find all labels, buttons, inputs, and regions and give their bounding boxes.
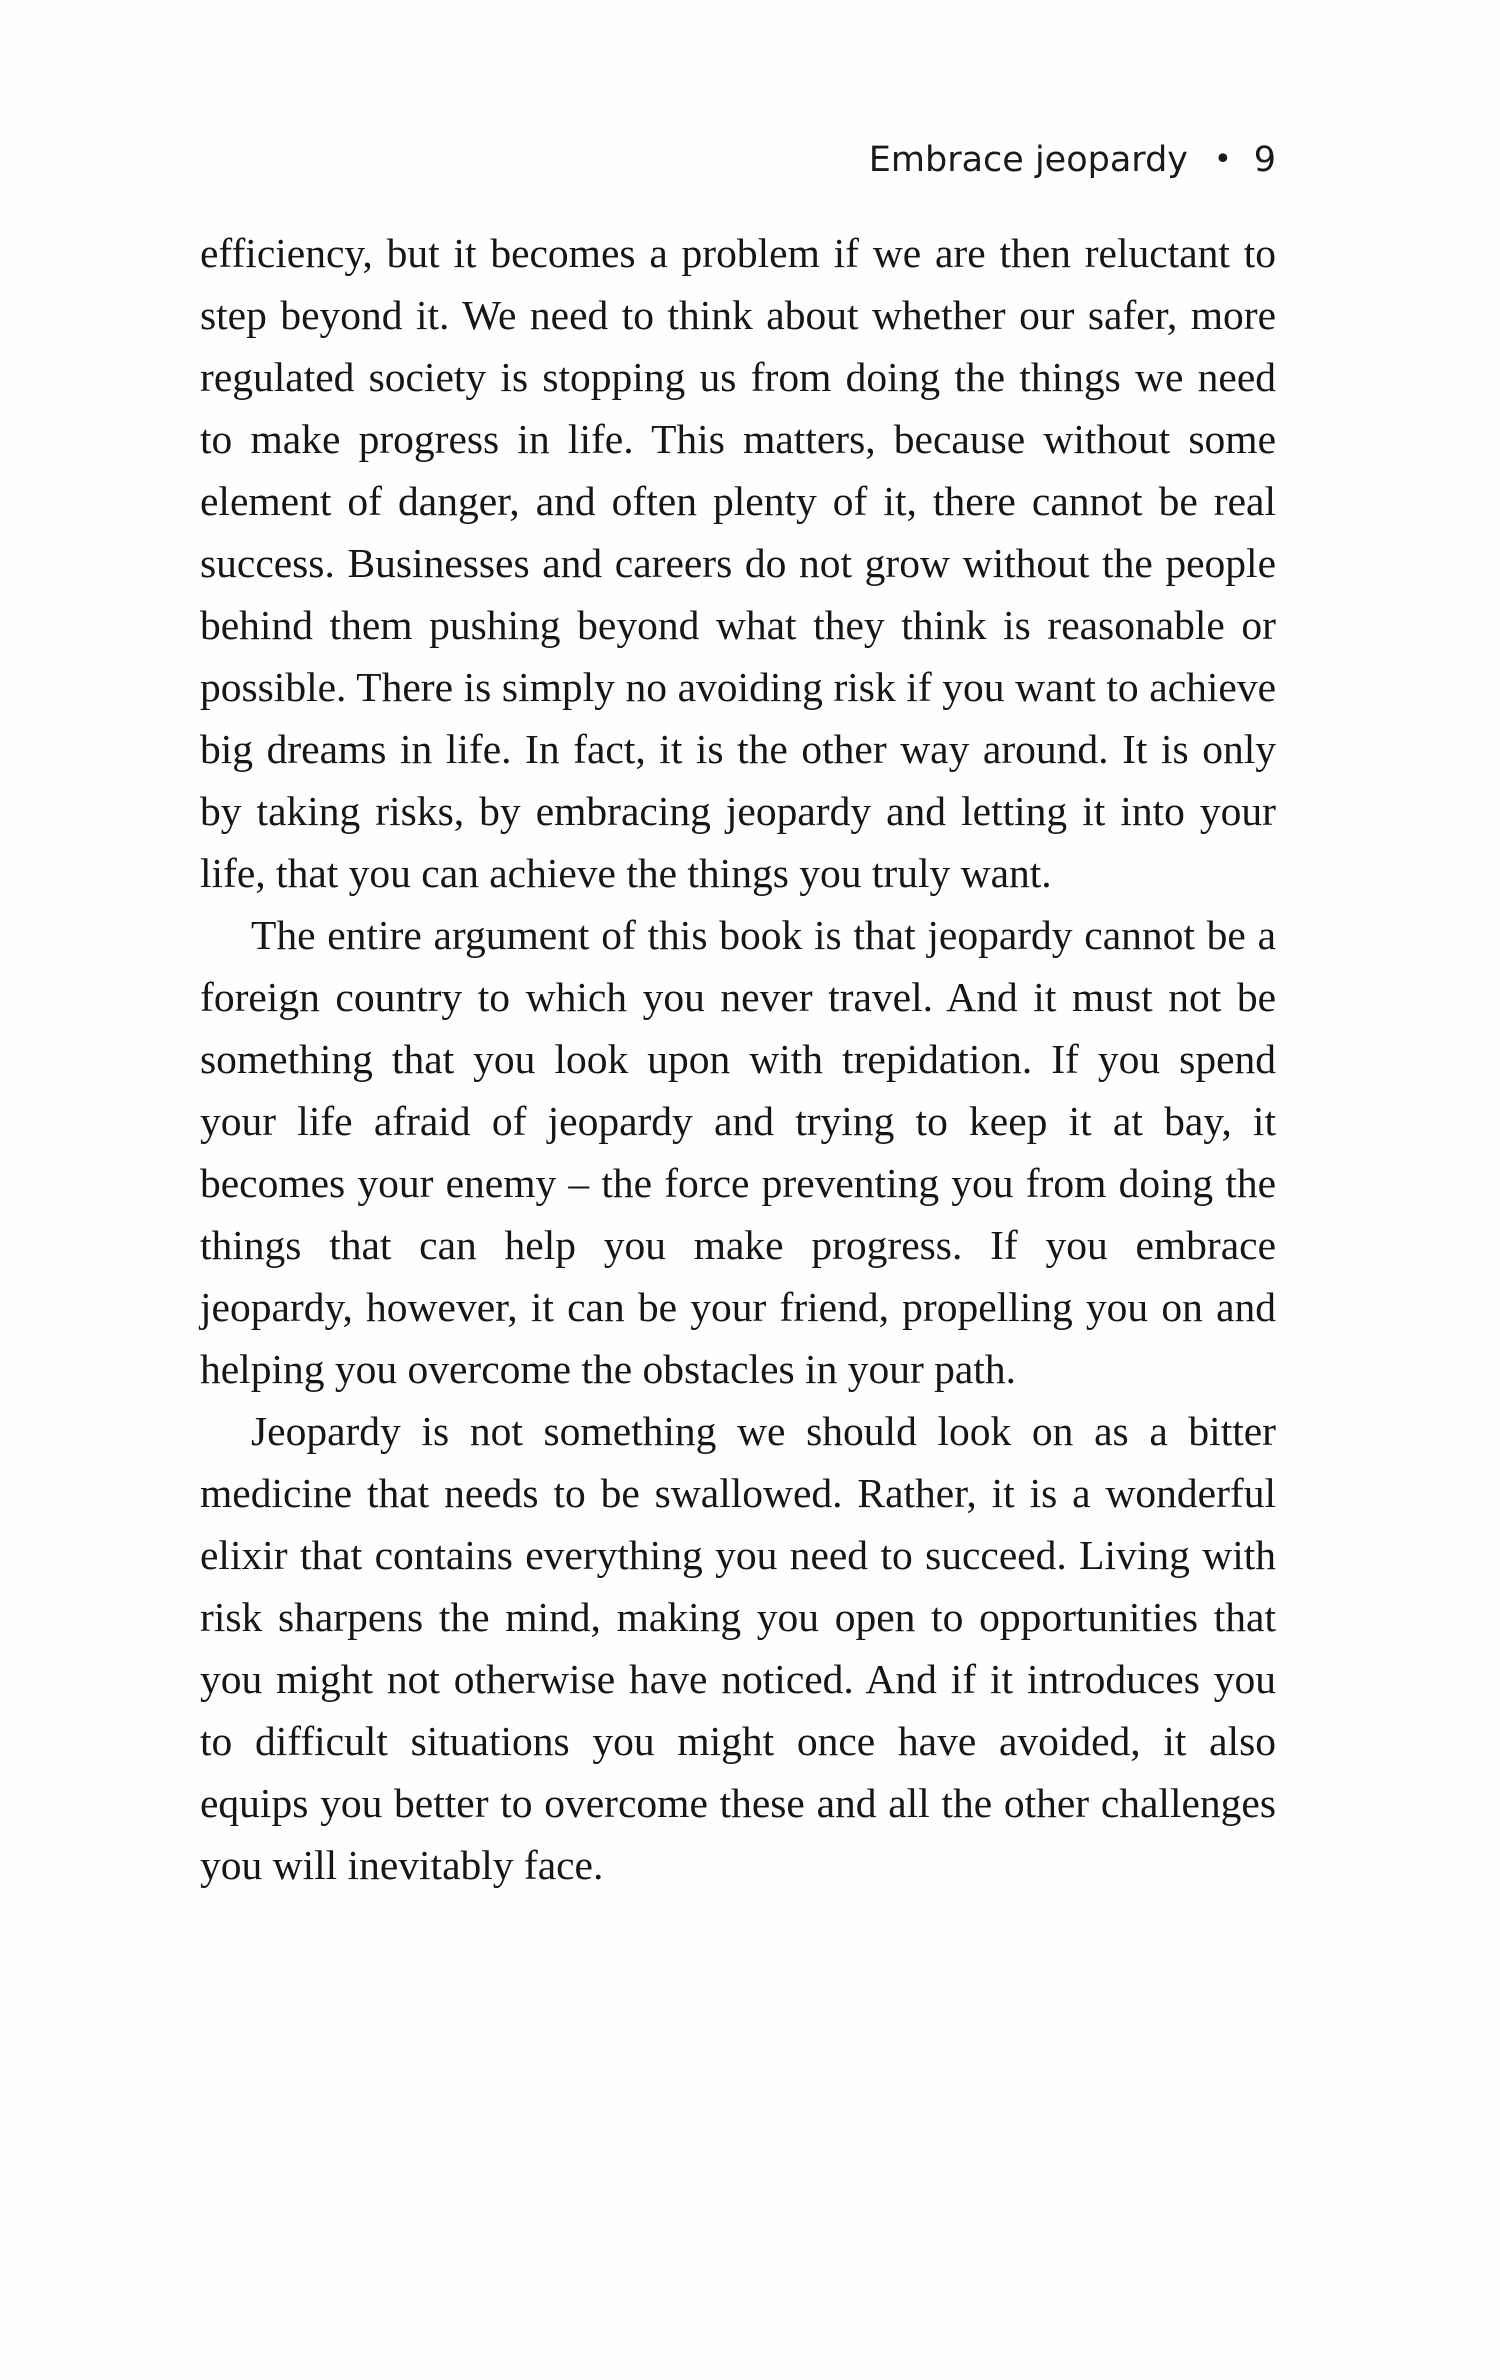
paragraph: The entire argument of this book is that jeopardy cannot be a foreign country to which you never travel. And it must not be something that you look upon with trepidation. If you spend your life afraid of jeopardy and trying to keep it at bay, it becomes your enemy – the force preventing you from doing the things that can help you make progress. If you embrace jeopardy, however, it can be your friend, propelling you on and helping you overcome the obstacles in your path. (200, 912, 1276, 1392)
body-text (200, 222, 1276, 1896)
paragraph-continued: efficiency, but it becomes a problem if we are then reluctant to step beyond it. We need to think about whether our safer, more regulated society is stopping us from doing the things we need to make progress in life. This matters, because without some element of danger, and often plenty of it, there cannot be real success. Businesses and careers do not grow without the people behind them pushing beyond what they think is reasonable or possible. There is simply no avoiding risk if you want to achieve big dreams in life. In fact, it is the other way around. It is only by taking risks, by embracing jeopardy and letting it into your life, that you can achieve the things you truly want. (200, 230, 1276, 896)
paragraph: Jeopardy is not something we should look on as a bitter medicine that needs to be swallowed. Rather, it is a wonderful elixir that contains everything you need to succeed. Living with risk sharpens the mind, making you open to opportunities that you might not otherwise have noticed. And if it introduces you to difficult situations you might once have avoided, it also equips you better to overcome these and all the other challenges you will inevitably face. (200, 1408, 1276, 1888)
chapter-title: Embrace jeopardy (868, 140, 1189, 180)
page-number: 9 (1253, 140, 1276, 180)
running-header (200, 130, 1276, 192)
header-separator: • (1214, 142, 1232, 177)
